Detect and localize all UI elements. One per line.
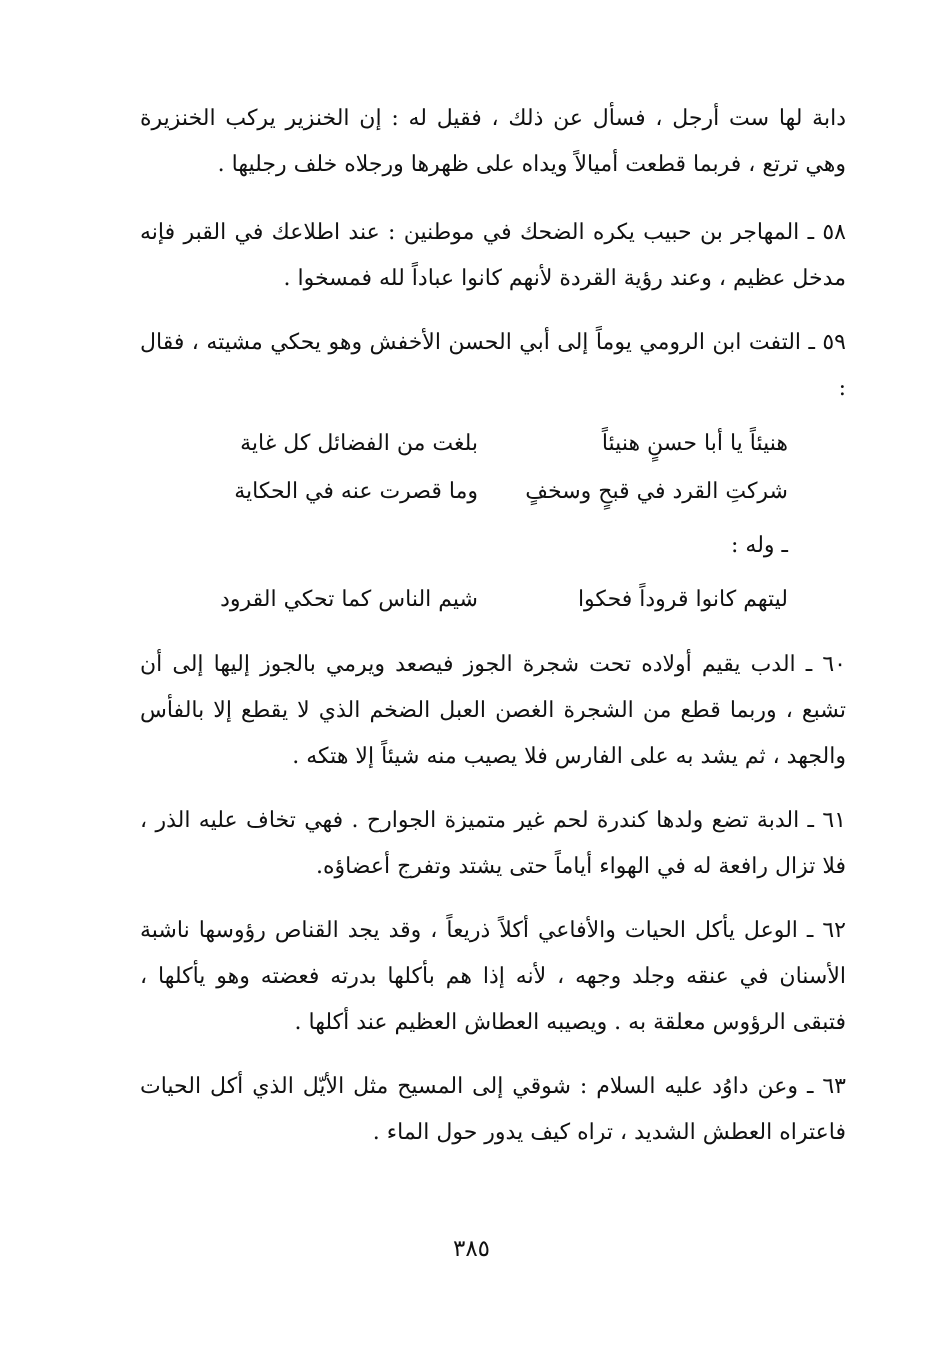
verse-first-hemistich: هنيئاً يا أبا حسنٍ هنيئاً xyxy=(601,431,788,456)
paragraph-59: ٥٩ ـ التفت ابن الرومي يوماً إلى أبي الحسن الأخفش وهو يحكي مشيته ، فقال : xyxy=(140,330,846,401)
verse-line xyxy=(140,420,846,468)
paragraph-62: ٦٢ ـ الوعل يأكل الحيات والأفاعي أكلاً ذريعاً ، وقد يجد القناص رؤوسها ناشبة الأسنان في عنقه وجلد وجهه ، لأنه إذا هم بأكلها بدرته فعضته وهو يأكلها ، فتبقى الرؤوس معلقة به . ويصيبه العطاش العظيم عند أكلها . xyxy=(140,918,846,1035)
verse-label: ـ وله : xyxy=(731,533,788,558)
paragraph-61: ٦١ ـ الدبة تضع ولدها كندرة لحم غير متميزة الجوارح . فهي تخاف عليه الذر ، فلا تزال رافعة له في الهواء أياماً حتى يشتد وتفرج أعضاؤه. xyxy=(140,808,846,879)
verse-second-hemistich: وما قصرت عنه في الحكاية xyxy=(234,479,478,504)
paragraph-58: ٥٨ ـ المهاجر بن حبيب يكره الضحك في موطنين : عند اطلاعك في القبر فإنه مدخل عظيم ، وعند رؤية القردة لأنهم كانوا عباداً لله فمسخوا . xyxy=(140,220,846,291)
verse-first-hemistich: شركتِ القرد في قبحٍ وسخفٍ xyxy=(525,479,788,504)
verse-line xyxy=(140,576,846,624)
paragraph-63: ٦٣ ـ وعن داوُد عليه السلام : شوقي إلى المسيح مثل الأيّل الذي أكل الحيات فاعتراه العطش الشديد ، تراه كيف يدور حول الماء . xyxy=(140,1074,846,1145)
page-number: ٣٨٥ xyxy=(452,1236,491,1262)
paragraph-intro: دابة لها ست أرجل ، فسأل عن ذلك ، فقيل له : إن الخنزير يركب الخنزيرة وهي ترتع ، فربما قطعت أميالاً ويداه على ظهرها ورجلاه خلف رجليها . xyxy=(140,106,846,177)
poem-block-1 xyxy=(140,420,846,624)
verse-second-hemistich: شيم الناس كما تحكي القرود xyxy=(220,587,478,612)
paragraph-60: ٦٠ ـ الدب يقيم أولاده تحت شجرة الجوز فيصعد ويرمي بالجوز إليها إلى أن تشبع ، وربما قطع من الشجرة الغصن العبل الضخم الذي لا يقطع إلا بالفأس والجهد ، ثم يشد به على الفارس فلا يصيب منه شيئاً إلا هتكه . xyxy=(140,652,846,769)
verse-line xyxy=(140,468,846,516)
verse-second-hemistich: بلغت من الفضائل كل غاية xyxy=(240,431,478,456)
verse-first-hemistich: ليتهم كانوا قروداً فحكوا xyxy=(577,587,788,612)
page-body xyxy=(140,96,846,1174)
